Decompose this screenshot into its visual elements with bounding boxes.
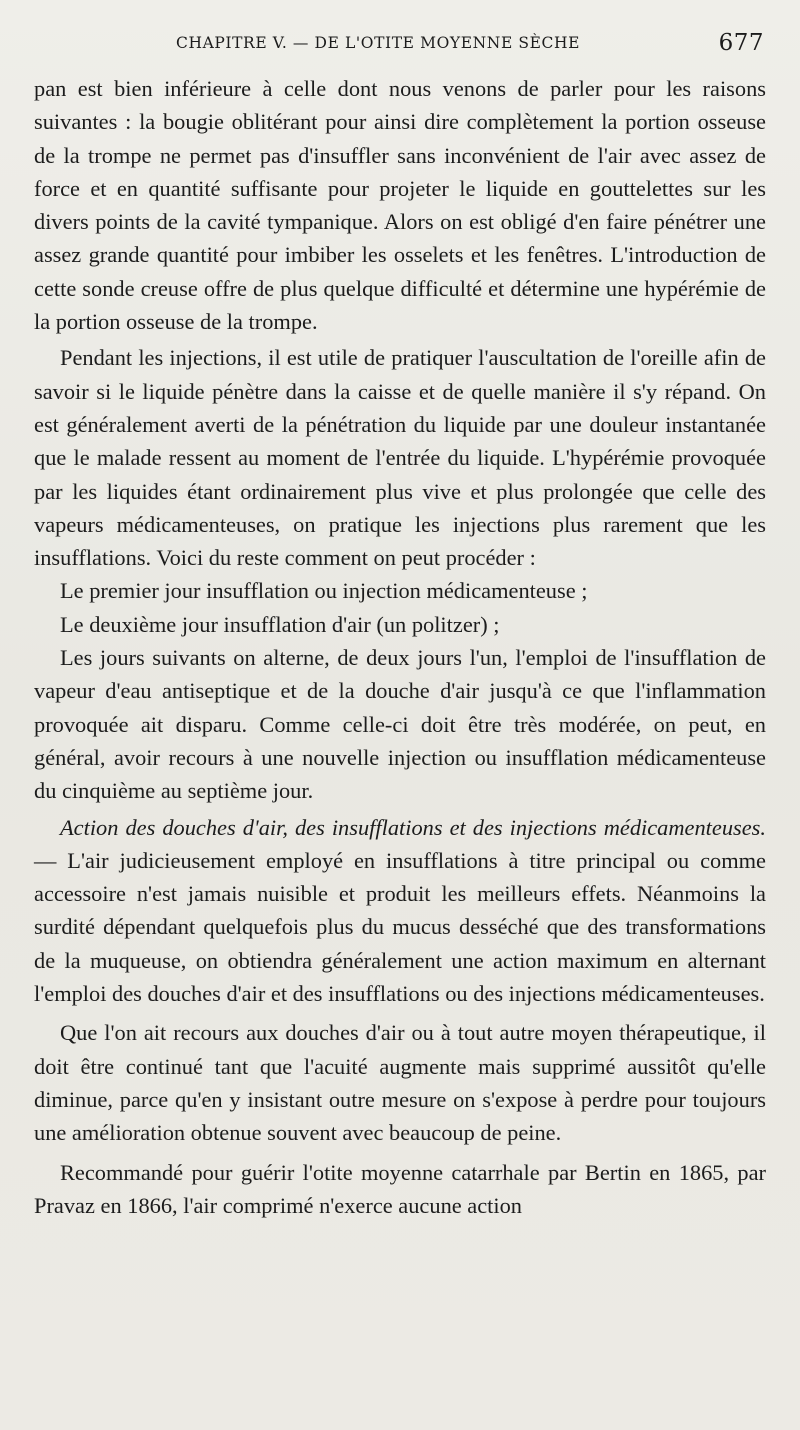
paragraph-following-days: Les jours suivants on alterne, de deux jours l'un, l'emploi de l'insufflation de vapeur d'eau antiseptique et de la douche d'air jusqu'à ce que l'inflammation provoquée ait disparu. Comme celle-ci doit être très modérée, on peut, en général, avoir recours à une nouvelle injection ou insufflation médicamenteuse du cinquième au septième jour. <box>34 645 766 804</box>
list-item-day-two: Le deuxième jour insufflation d'air (un politzer) ; <box>60 611 500 637</box>
paragraph-continued: pan est bien inférieure à celle dont nous venons de parler pour les raisons suivantes : la bougie oblitérant pour ainsi dire complètement la portion osseuse de la trompe ne permet pas d'insuffler sans inconvénient de l'air avec assez de force et en quantité suffisante pour projeter le liquide en gouttelettes sur les divers points de la cavité tympanique. Alors on est obligé d'en faire pénétrer une assez grande quantité pour imbiber les osselets et les fenêtres. L'introduction de cette sonde creuse offre de plus quelque difficulté et détermine une hypérémie de la portion osseuse de la trompe. <box>34 76 766 335</box>
paragraph-recommended: Recommandé pour guérir l'otite moyenne catarrhale par Bertin en 1865, par Pravaz en 1866, l'air comprimé n'exerce aucune action <box>34 1159 766 1218</box>
paragraph-auscultation: Pendant les injections, il est utile de pratiquer l'auscultation de l'oreille afin de savoir si le liquide pénètre dans la caisse et de quelle manière il s'y répand. On est généralement averti de la pénétration du liquide par une douleur instantanée que le malade ressent au moment de l'entrée du liquide. L'hypérémie provoquée par les liquides étant ordinairement plus vive et plus prolongée que celle des vapeurs médicamenteuses, on pratique les injections plus rarement que les insufflations. Voici du reste comment on peut procéder : <box>34 345 766 571</box>
running-head: CHAPITRE V. — DE L'OTITE MOYENNE SÈCHE <box>176 34 581 52</box>
section-heading-italic: Action des douches d'air, des insufflations et des injections médicamenteuses. <box>60 814 766 840</box>
paragraph-action-section <box>34 811 766 1011</box>
list-item-day-one: Le premier jour insufflation ou injection médicamenteuse ; <box>60 578 588 604</box>
page-number: 677 <box>718 30 764 56</box>
paragraph-therapeutic: Que l'on ait recours aux douches d'air ou à tout autre moyen thérapeutique, il doit être continué tant que l'acuité augmente mais supprimé aussitôt qu'elle diminue, parce qu'en y insistant outre mesure on s'expose à perdre pour toujours une amélioration obtenue souvent avec beaucoup de peine. <box>34 1020 766 1146</box>
section-body: — L'air judicieusement employé en insufflations à titre principal ou comme accessoire n'est jamais nuisible et produit les meilleurs effets. Néanmoins la surdité dépendant quelquefois plus du mucus desséché que des transformations de la muqueuse, on obtiendra généralement une action maximum en alternant l'emploi des douches d'air et des insufflations ou des injections médicamenteuses. <box>34 847 766 1007</box>
body-text <box>34 72 766 1222</box>
page-header <box>36 30 764 64</box>
